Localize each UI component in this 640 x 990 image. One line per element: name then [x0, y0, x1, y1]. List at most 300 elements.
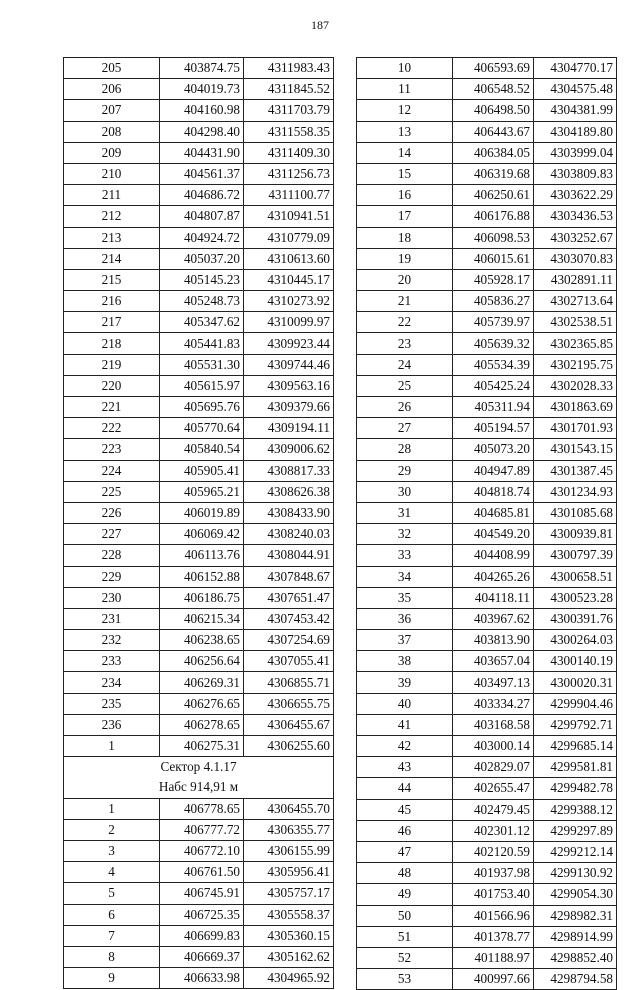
y-coordinate: 4304189.80 [534, 121, 617, 142]
y-coordinate: 4298852.40 [534, 947, 617, 968]
table-row [357, 651, 617, 672]
table-row [64, 397, 334, 418]
point-number: 7 [64, 925, 160, 946]
table-row [64, 840, 334, 861]
x-coordinate: 406278.65 [160, 714, 244, 735]
y-coordinate: 4307848.67 [244, 566, 334, 587]
table-row [357, 439, 617, 460]
table-row [357, 269, 617, 290]
table-row [64, 100, 334, 121]
point-number: 45 [357, 799, 453, 820]
y-coordinate: 4306255.60 [244, 736, 334, 757]
x-coordinate: 401188.97 [453, 947, 534, 968]
table-row [64, 79, 334, 100]
y-coordinate: 4300264.03 [534, 630, 617, 651]
point-number: 35 [357, 587, 453, 608]
table-row [64, 354, 334, 375]
y-coordinate: 4310613.60 [244, 248, 334, 269]
table-row [64, 121, 334, 142]
table-row [64, 630, 334, 651]
y-coordinate: 4302713.64 [534, 291, 617, 312]
point-number: 233 [64, 651, 160, 672]
point-number: 36 [357, 608, 453, 629]
table-row [64, 375, 334, 396]
table-row [64, 312, 334, 333]
table-row [357, 227, 617, 248]
y-coordinate: 4303622.29 [534, 185, 617, 206]
y-coordinate: 4306455.67 [244, 714, 334, 735]
point-number: 53 [357, 969, 453, 990]
point-number: 16 [357, 185, 453, 206]
table-row [357, 481, 617, 502]
point-number: 235 [64, 693, 160, 714]
x-coordinate: 404807.87 [160, 206, 244, 227]
table-row [64, 439, 334, 460]
x-coordinate: 406725.35 [160, 904, 244, 925]
point-number: 231 [64, 608, 160, 629]
point-number: 230 [64, 587, 160, 608]
y-coordinate: 4302891.11 [534, 269, 617, 290]
point-number: 234 [64, 672, 160, 693]
x-coordinate: 405905.41 [160, 460, 244, 481]
point-number: 216 [64, 291, 160, 312]
table-row [64, 693, 334, 714]
x-coordinate: 404549.20 [453, 524, 534, 545]
left-table-body-b [64, 798, 334, 989]
point-number: 48 [357, 863, 453, 884]
point-number: 52 [357, 947, 453, 968]
y-coordinate: 4301863.69 [534, 397, 617, 418]
x-coordinate: 405965.21 [160, 481, 244, 502]
point-number: 232 [64, 630, 160, 651]
x-coordinate: 404818.74 [453, 481, 534, 502]
point-number: 28 [357, 439, 453, 460]
y-coordinate: 4303070.83 [534, 248, 617, 269]
x-coordinate: 406215.34 [160, 608, 244, 629]
point-number: 13 [357, 121, 453, 142]
table-row [357, 566, 617, 587]
y-coordinate: 4307651.47 [244, 587, 334, 608]
x-coordinate: 406113.76 [160, 545, 244, 566]
x-coordinate: 403874.75 [160, 58, 244, 79]
point-number: 224 [64, 460, 160, 481]
y-coordinate: 4303809.83 [534, 163, 617, 184]
table-row [357, 947, 617, 968]
table-row [357, 545, 617, 566]
point-number: 228 [64, 545, 160, 566]
point-number: 17 [357, 206, 453, 227]
table-row [64, 142, 334, 163]
x-coordinate: 406152.88 [160, 566, 244, 587]
table-row [357, 333, 617, 354]
x-coordinate: 402301.12 [453, 820, 534, 841]
table-row [357, 206, 617, 227]
y-coordinate: 4303999.04 [534, 142, 617, 163]
table-row [357, 502, 617, 523]
table-row [64, 58, 334, 79]
y-coordinate: 4307254.69 [244, 630, 334, 651]
y-coordinate: 4300939.81 [534, 524, 617, 545]
x-coordinate: 405311.94 [453, 397, 534, 418]
x-coordinate: 405534.39 [453, 354, 534, 375]
point-number: 207 [64, 100, 160, 121]
x-coordinate: 405531.30 [160, 354, 244, 375]
point-number: 5 [64, 883, 160, 904]
x-coordinate: 406498.50 [453, 100, 534, 121]
x-coordinate: 403000.14 [453, 736, 534, 757]
x-coordinate: 406633.98 [160, 968, 244, 989]
x-coordinate: 404947.89 [453, 460, 534, 481]
table-row [64, 587, 334, 608]
y-coordinate: 4299581.81 [534, 757, 617, 778]
y-coordinate: 4298982.31 [534, 905, 617, 926]
table-row [64, 481, 334, 502]
x-coordinate: 406019.89 [160, 502, 244, 523]
point-number: 220 [64, 375, 160, 396]
x-coordinate: 406772.10 [160, 840, 244, 861]
table-row [64, 333, 334, 354]
table-row [357, 905, 617, 926]
y-coordinate: 4305558.37 [244, 904, 334, 925]
table-row [64, 736, 334, 757]
point-number: 2 [64, 819, 160, 840]
y-coordinate: 4302028.33 [534, 375, 617, 396]
table-row [357, 79, 617, 100]
y-coordinate: 4304770.17 [534, 58, 617, 79]
table-row [64, 227, 334, 248]
table-row [357, 100, 617, 121]
y-coordinate: 4305162.62 [244, 946, 334, 967]
table-row [357, 121, 617, 142]
y-coordinate: 4310941.51 [244, 206, 334, 227]
y-coordinate: 4301543.15 [534, 439, 617, 460]
table-row [64, 608, 334, 629]
right-coordinates-table [356, 57, 617, 990]
table-row [64, 545, 334, 566]
point-number: 34 [357, 566, 453, 587]
point-number: 30 [357, 481, 453, 502]
table-row [64, 883, 334, 904]
table-row [64, 185, 334, 206]
y-coordinate: 4308433.90 [244, 502, 334, 523]
x-coordinate: 403497.13 [453, 672, 534, 693]
table-row [357, 291, 617, 312]
point-number: 236 [64, 714, 160, 735]
table-row [357, 312, 617, 333]
table-row [64, 269, 334, 290]
point-number: 25 [357, 375, 453, 396]
y-coordinate: 4299388.12 [534, 799, 617, 820]
table-row [357, 863, 617, 884]
x-coordinate: 405073.20 [453, 439, 534, 460]
y-coordinate: 4300797.39 [534, 545, 617, 566]
x-coordinate: 406593.69 [453, 58, 534, 79]
x-coordinate: 401566.96 [453, 905, 534, 926]
table-row [357, 630, 617, 651]
y-coordinate: 4309923.44 [244, 333, 334, 354]
table-row [357, 248, 617, 269]
point-number: 29 [357, 460, 453, 481]
table-row [64, 925, 334, 946]
table-row [357, 608, 617, 629]
x-coordinate: 406699.83 [160, 925, 244, 946]
y-coordinate: 4310099.97 [244, 312, 334, 333]
point-number: 206 [64, 79, 160, 100]
point-number: 46 [357, 820, 453, 841]
x-coordinate: 405194.57 [453, 418, 534, 439]
table-row [357, 163, 617, 184]
y-coordinate: 4306155.99 [244, 840, 334, 861]
point-number: 33 [357, 545, 453, 566]
point-number: 44 [357, 778, 453, 799]
y-coordinate: 4301085.68 [534, 502, 617, 523]
x-coordinate: 405639.32 [453, 333, 534, 354]
point-number: 223 [64, 439, 160, 460]
y-coordinate: 4300020.31 [534, 672, 617, 693]
x-coordinate: 406269.31 [160, 672, 244, 693]
point-number: 31 [357, 502, 453, 523]
y-coordinate: 4300391.76 [534, 608, 617, 629]
y-coordinate: 4300140.19 [534, 651, 617, 672]
x-coordinate: 406761.50 [160, 862, 244, 883]
table-row [357, 820, 617, 841]
table-row [357, 969, 617, 990]
y-coordinate: 4299904.46 [534, 693, 617, 714]
y-coordinate: 4304381.99 [534, 100, 617, 121]
table-row [357, 926, 617, 947]
point-number: 47 [357, 841, 453, 862]
x-coordinate: 406443.67 [453, 121, 534, 142]
point-number: 24 [357, 354, 453, 375]
point-number: 222 [64, 418, 160, 439]
x-coordinate: 404431.90 [160, 142, 244, 163]
point-number: 208 [64, 121, 160, 142]
y-coordinate: 4299792.71 [534, 714, 617, 735]
x-coordinate: 406176.88 [453, 206, 534, 227]
y-coordinate: 4309379.66 [244, 397, 334, 418]
x-coordinate: 404298.40 [160, 121, 244, 142]
point-number: 19 [357, 248, 453, 269]
x-coordinate: 403813.90 [453, 630, 534, 651]
table-row [357, 714, 617, 735]
table-row [64, 714, 334, 735]
y-coordinate: 4309563.16 [244, 375, 334, 396]
y-coordinate: 4304965.92 [244, 968, 334, 989]
y-coordinate: 4310445.17 [244, 269, 334, 290]
point-number: 37 [357, 630, 453, 651]
y-coordinate: 4298794.58 [534, 969, 617, 990]
y-coordinate: 4308240.03 [244, 524, 334, 545]
y-coordinate: 4299054.30 [534, 884, 617, 905]
y-coordinate: 4310273.92 [244, 291, 334, 312]
x-coordinate: 403334.27 [453, 693, 534, 714]
y-coordinate: 4299685.14 [534, 736, 617, 757]
point-number: 14 [357, 142, 453, 163]
table-row [357, 185, 617, 206]
y-coordinate: 4310779.09 [244, 227, 334, 248]
table-row [357, 757, 617, 778]
point-number: 10 [357, 58, 453, 79]
x-coordinate: 405615.97 [160, 375, 244, 396]
point-number: 43 [357, 757, 453, 778]
y-coordinate: 4311983.43 [244, 58, 334, 79]
table-row [64, 968, 334, 989]
point-number: 26 [357, 397, 453, 418]
point-number: 49 [357, 884, 453, 905]
point-number: 1 [64, 798, 160, 819]
table-row [357, 375, 617, 396]
table-row [357, 142, 617, 163]
page-number: 187 [311, 18, 329, 32]
point-number: 21 [357, 291, 453, 312]
x-coordinate: 406275.31 [160, 736, 244, 757]
point-number: 18 [357, 227, 453, 248]
x-coordinate: 405248.73 [160, 291, 244, 312]
table-row [64, 418, 334, 439]
y-coordinate: 4301234.93 [534, 481, 617, 502]
y-coordinate: 4311100.77 [244, 185, 334, 206]
x-coordinate: 406276.65 [160, 693, 244, 714]
point-number: 226 [64, 502, 160, 523]
point-number: 227 [64, 524, 160, 545]
x-coordinate: 405347.62 [160, 312, 244, 333]
table-row [64, 798, 334, 819]
table-row [357, 418, 617, 439]
point-number: 12 [357, 100, 453, 121]
table-row [64, 566, 334, 587]
point-number: 39 [357, 672, 453, 693]
point-number: 38 [357, 651, 453, 672]
table-row [64, 862, 334, 883]
y-coordinate: 4303252.67 [534, 227, 617, 248]
x-coordinate: 400997.66 [453, 969, 534, 990]
table-row [357, 884, 617, 905]
table-row [357, 354, 617, 375]
x-coordinate: 406669.37 [160, 946, 244, 967]
y-coordinate: 4311409.30 [244, 142, 334, 163]
x-coordinate: 403657.04 [453, 651, 534, 672]
x-coordinate: 406186.75 [160, 587, 244, 608]
x-coordinate: 405836.27 [453, 291, 534, 312]
x-coordinate: 404561.37 [160, 163, 244, 184]
table-row [357, 693, 617, 714]
x-coordinate: 401937.98 [453, 863, 534, 884]
point-number: 229 [64, 566, 160, 587]
y-coordinate: 4311845.52 [244, 79, 334, 100]
point-number: 1 [64, 736, 160, 757]
x-coordinate: 401753.40 [453, 884, 534, 905]
y-coordinate: 4302365.85 [534, 333, 617, 354]
y-coordinate: 4300658.51 [534, 566, 617, 587]
table-row [357, 460, 617, 481]
point-number: 40 [357, 693, 453, 714]
y-coordinate: 4308626.38 [244, 481, 334, 502]
point-number: 4 [64, 862, 160, 883]
x-coordinate: 404265.26 [453, 566, 534, 587]
point-number: 20 [357, 269, 453, 290]
table-row [357, 587, 617, 608]
y-coordinate: 4309006.62 [244, 439, 334, 460]
table-row [357, 524, 617, 545]
y-coordinate: 4305360.15 [244, 925, 334, 946]
y-coordinate: 4299130.92 [534, 863, 617, 884]
point-number: 217 [64, 312, 160, 333]
point-number: 9 [64, 968, 160, 989]
sector-title-row [64, 757, 334, 778]
y-coordinate: 4311558.35 [244, 121, 334, 142]
x-coordinate: 406548.52 [453, 79, 534, 100]
y-coordinate: 4311256.73 [244, 163, 334, 184]
x-coordinate: 406238.65 [160, 630, 244, 651]
point-number: 225 [64, 481, 160, 502]
table-row [357, 841, 617, 862]
x-coordinate: 402120.59 [453, 841, 534, 862]
x-coordinate: 401378.77 [453, 926, 534, 947]
table-row [64, 946, 334, 967]
point-number: 211 [64, 185, 160, 206]
x-coordinate: 406256.64 [160, 651, 244, 672]
x-coordinate: 403168.58 [453, 714, 534, 735]
x-coordinate: 402655.47 [453, 778, 534, 799]
x-coordinate: 406777.72 [160, 819, 244, 840]
right-table-body [357, 58, 617, 990]
x-coordinate: 403967.62 [453, 608, 534, 629]
sector-subtitle: Набс 914,91 м [64, 777, 334, 798]
table-row [357, 397, 617, 418]
x-coordinate: 404686.72 [160, 185, 244, 206]
x-coordinate: 405928.17 [453, 269, 534, 290]
y-coordinate: 4301701.93 [534, 418, 617, 439]
table-row [64, 819, 334, 840]
point-number: 219 [64, 354, 160, 375]
y-coordinate: 4306455.70 [244, 798, 334, 819]
x-coordinate: 404685.81 [453, 502, 534, 523]
point-number: 27 [357, 418, 453, 439]
table-row [357, 799, 617, 820]
point-number: 218 [64, 333, 160, 354]
y-coordinate: 4309744.46 [244, 354, 334, 375]
y-coordinate: 4308044.91 [244, 545, 334, 566]
point-number: 210 [64, 163, 160, 184]
x-coordinate: 402829.07 [453, 757, 534, 778]
y-coordinate: 4299482.78 [534, 778, 617, 799]
point-number: 214 [64, 248, 160, 269]
table-row [64, 460, 334, 481]
sector-header [64, 757, 334, 798]
x-coordinate: 404019.73 [160, 79, 244, 100]
point-number: 209 [64, 142, 160, 163]
table-row [64, 206, 334, 227]
point-number: 42 [357, 736, 453, 757]
x-coordinate: 405145.23 [160, 269, 244, 290]
x-coordinate: 404408.99 [453, 545, 534, 566]
table-row [64, 672, 334, 693]
table-row [357, 672, 617, 693]
y-coordinate: 4307453.42 [244, 608, 334, 629]
y-coordinate: 4301387.45 [534, 460, 617, 481]
x-coordinate: 404118.11 [453, 587, 534, 608]
y-coordinate: 4299297.89 [534, 820, 617, 841]
x-coordinate: 406384.05 [453, 142, 534, 163]
point-number: 32 [357, 524, 453, 545]
x-coordinate: 406778.65 [160, 798, 244, 819]
point-number: 205 [64, 58, 160, 79]
x-coordinate: 404160.98 [160, 100, 244, 121]
y-coordinate: 4302195.75 [534, 354, 617, 375]
point-number: 51 [357, 926, 453, 947]
point-number: 23 [357, 333, 453, 354]
x-coordinate: 406069.42 [160, 524, 244, 545]
